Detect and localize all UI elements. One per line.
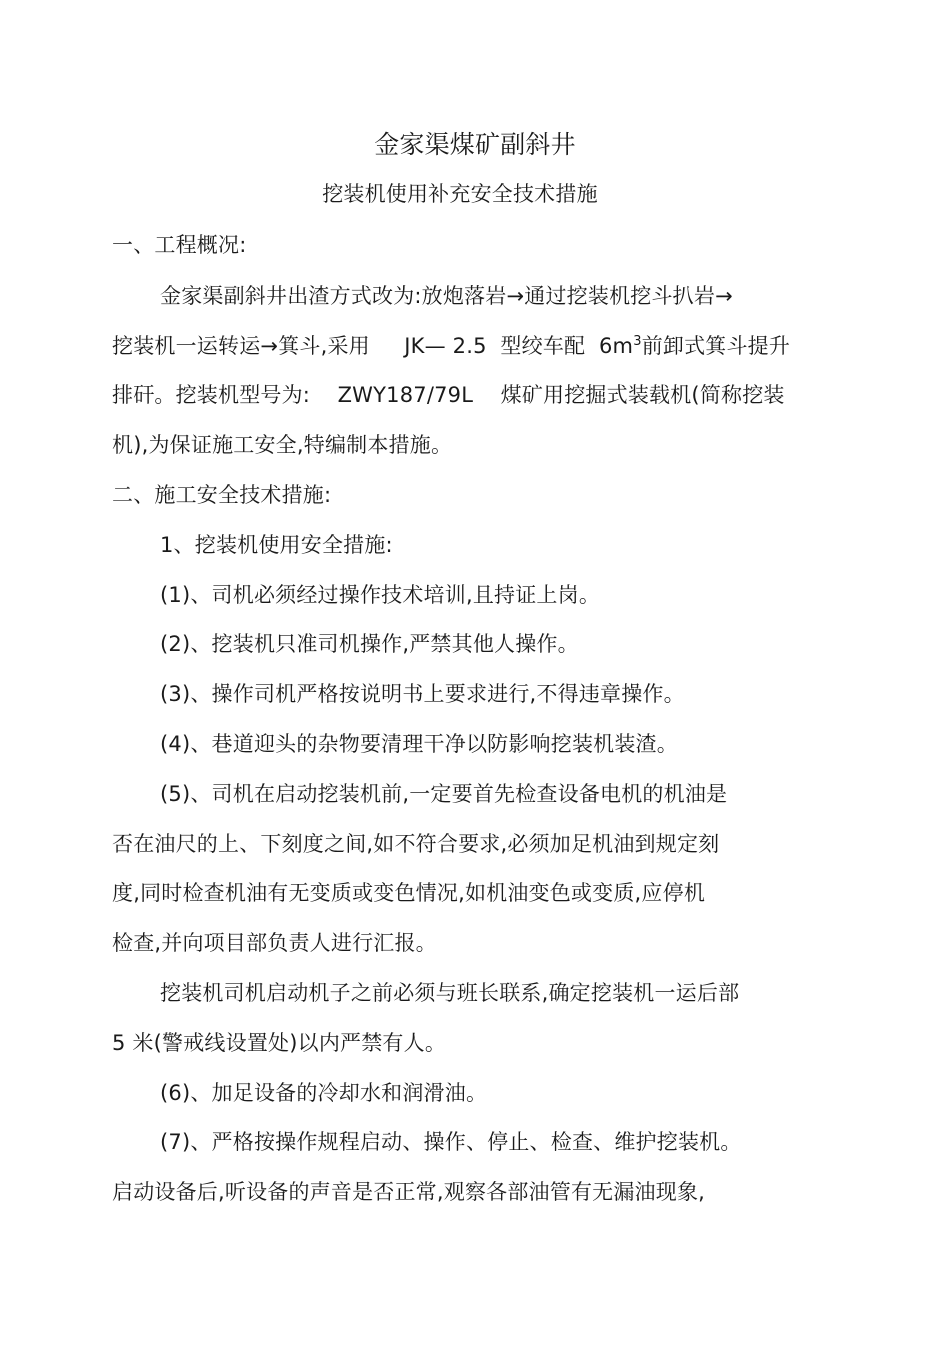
section-heading-overview: 一、工程概况: [112,233,247,257]
paragraph-line [112,332,790,360]
list-item: (7)、严格按操作规程启动、操作、停止、检查、维护挖装机。 [160,1130,742,1154]
list-item: (2)、挖装机只准司机操作,严禁其他人操作。 [160,632,579,656]
list-item: (3)、操作司机严格按说明书上要求进行,不得违章操作。 [160,682,685,706]
paragraph-line: 机),为保证施工安全,特编制本措施。 [112,433,453,457]
list-item: (4)、巷道迎头的杂物要清理干净以防影响挖装机装渣。 [160,732,678,756]
paragraph-line: 否在油尺的上、下刻度之间,如不符合要求,必须加足机油到规定刻 [112,832,720,856]
paragraph-line: 度,同时检查机油有无变质或变色情况,如机油变色或变质,应停机 [112,881,706,905]
paragraph-line: 挖装机司机启动机子之前必须与班长联系,确定挖装机一运后部 [160,981,740,1005]
paragraph-line-text: 挖装机一运转运→箕斗,采用 JK— 2.5 型绞车配 6m [112,334,634,358]
subsection-heading: 1、挖装机使用安全措施: [160,533,393,557]
document-subtitle: 挖装机使用补充安全技术措施 [322,182,598,206]
paragraph-line-text: 前卸式箕斗提升 [641,334,791,358]
paragraph-line: 5 米(警戒线设置处)以内严禁有人。 [112,1031,447,1055]
list-item: (5)、司机在启动挖装机前,一定要首先检查设备电机的机油是 [160,782,728,806]
section-heading-safety: 二、施工安全技术措施: [112,483,332,507]
list-item: (1)、司机必须经过操作技术培训,且持证上岗。 [160,583,601,607]
superscript-cubic: 3 [633,334,642,349]
paragraph-line: 排矸。挖装机型号为: ZWY187/79L 煤矿用挖掘式装载机(简称挖装 [112,383,785,407]
document-title: 金家渠煤矿副斜井 [374,130,576,159]
paragraph-line: 金家渠副斜井出渣方式改为:放炮落岩→通过挖装机挖斗扒岩→ [160,284,733,308]
paragraph-line: 启动设备后,听设备的声音是否正常,观察各部油管有无漏油现象, [112,1180,706,1204]
list-item: (6)、加足设备的冷却水和润滑油。 [160,1081,488,1105]
paragraph-line: 检查,并向项目部负责人进行汇报。 [112,931,437,955]
